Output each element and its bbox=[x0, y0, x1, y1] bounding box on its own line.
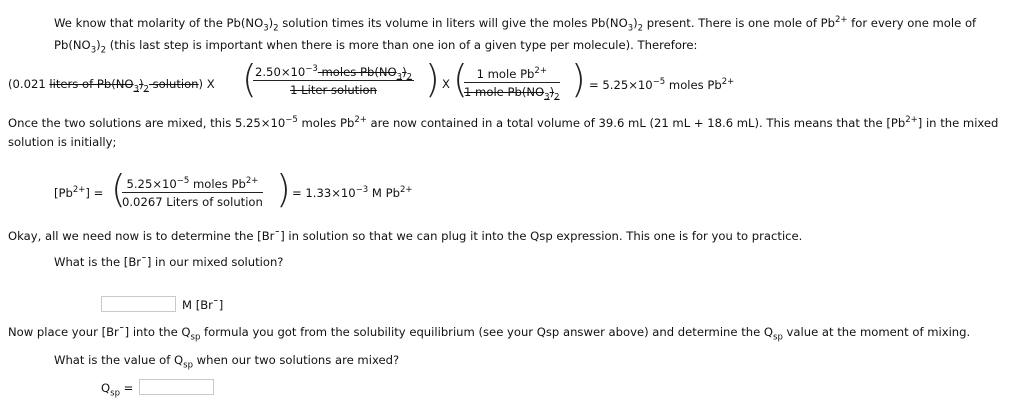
intro-line-2: $Pb(NO_3)_2$ (this last step is important when there is more than one ion of a given type per molecule). Therefore: bbox=[54, 38, 698, 56]
calc2-result: = $1.33\times 10^{-3}$ M $Pb^{2+}$ bbox=[292, 185, 413, 200]
intro-line-1: We know that molarity of the $Pb(NO_3)_2$ solution times its volume in liters will give the moles $Pb(NO_3)_2$ present. There is one mole of $Pb^{2+}$ for every one mole of bbox=[54, 15, 977, 34]
calc2-fraction: $5.25\times 10^{-5}$ moles $Pb^{2+}$ 0.0267 Liters of solution bbox=[122, 176, 263, 209]
qsp-input[interactable] bbox=[139, 379, 214, 395]
right-paren: ) bbox=[425, 57, 440, 101]
calc2-lhs: $[Pb^{2+}]$ = bbox=[54, 185, 104, 200]
calc1-result: = $5.25\times 10^{-5}$ moles $Pb^{2+}$ bbox=[589, 77, 735, 92]
left-paren: ( bbox=[111, 167, 126, 211]
bromide-unit-label: M [Brˉ] bbox=[182, 298, 224, 312]
mix-paragraph-line-2: solution is initially; bbox=[8, 135, 117, 149]
mix-paragraph-line-1: Once the two solutions are mixed, this $5.25\times 10^{-5}$ moles $Pb^{2+}$ are now contained in a total volume of 39.6 mL (21 mL + 18.6 mL). This means that the $[Pb^{2+}]$ in the mixed bbox=[8, 115, 999, 130]
qsp-paragraph: Now place your [Brˉ] into the $Q_{sp}$ formula you got from the solubility equilibrium (see your Qsp answer above) and determine the $Q_{sp}$ value at the moment of mixing. bbox=[8, 325, 971, 343]
bromide-concentration-input[interactable] bbox=[101, 296, 176, 312]
question-qsp: What is the value of $Q_{sp}$ when our two solutions are mixed? bbox=[54, 353, 400, 371]
left-paren: ( bbox=[453, 57, 468, 101]
cancelled-units: liters of $Pb(NO_3)_2$ solution bbox=[49, 77, 199, 95]
qsp-label: $Q_{sp}$ = bbox=[101, 381, 134, 399]
times-sign: X bbox=[442, 77, 450, 91]
question-bromide: What is the [Brˉ] in our mixed solution? bbox=[54, 255, 284, 269]
right-paren: ) bbox=[276, 167, 291, 211]
right-paren: ) bbox=[571, 57, 586, 101]
left-paren: ( bbox=[242, 57, 257, 101]
calc1-fraction-1: $2.50\times 10^{-3}$ moles $Pb(NO_3)_2$ 1 Liter solution bbox=[255, 64, 413, 97]
calc1-fraction-2: 1 mole $Pb^{2+}$ 1 mole $Pb(NO_3)_2$ bbox=[464, 66, 560, 103]
calc1-volume-term: (0.021 liters of $Pb(NO_3)_2$ solution) X bbox=[8, 77, 215, 95]
practice-paragraph: Okay, all we need now is to determine the [Brˉ] in solution so that we can plug it into the Qsp expression. This one is for you to practice. bbox=[8, 229, 803, 243]
